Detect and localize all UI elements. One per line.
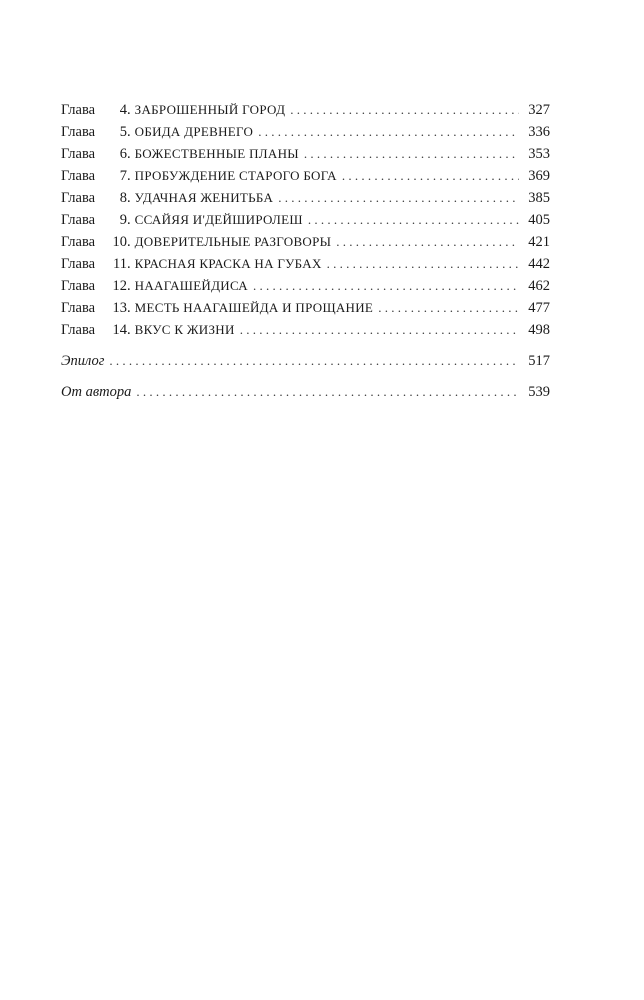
chapter-number: 10 <box>112 234 127 250</box>
chapter-number: 14 <box>112 322 127 338</box>
dot-leader <box>336 231 519 253</box>
chapter-title: ССАЙЯЯ И'ДЕЙШИРОЛЕШ <box>134 212 303 227</box>
chapter-title: КРАСНАЯ КРАСКА НА ГУБАХ <box>134 256 322 271</box>
dot-leader <box>253 275 519 297</box>
page-number: 462 <box>528 278 550 294</box>
dot-leader <box>258 121 519 143</box>
toc-row-chapter-5[interactable]: Глава 5 . ОБИДА ДРЕВНЕГО . . . 336 <box>61 121 550 143</box>
chapter-prefix: Глава <box>61 146 96 162</box>
page-number: 327 <box>528 102 550 118</box>
dot-leader <box>378 297 519 319</box>
toc-row-author-note[interactable] <box>61 381 550 403</box>
chapter-title: ЗАБРОШЕННЫЙ ГОРОД <box>134 102 286 117</box>
toc-row-chapter-4[interactable]: Глава 4 . ЗАБРОШЕННЫЙ ГОРОД . . . 327 <box>61 99 550 121</box>
author-note-title: От автора <box>61 384 132 400</box>
chapter-prefix: Глава <box>61 212 96 228</box>
dot-leader <box>136 381 519 403</box>
chapter-title: ДОВЕРИТЕЛЬНЫЕ РАЗГОВОРЫ <box>134 234 332 249</box>
chapter-prefix: Глава <box>61 102 96 118</box>
chapter-prefix: Глава <box>61 322 96 338</box>
chapter-prefix: Глава <box>61 256 96 272</box>
dot-leader <box>278 187 519 209</box>
chapter-prefix: Глава <box>61 190 96 206</box>
chapter-prefix: Глава <box>61 234 96 250</box>
toc-row-chapter-14[interactable]: Глава 14 . ВКУС К ЖИЗНИ . . . 498 <box>61 319 550 341</box>
page-number: 442 <box>528 256 550 272</box>
chapter-prefix: Глава <box>61 300 96 316</box>
chapter-number: 8 <box>119 190 127 206</box>
chapter-title: БОЖЕСТВЕННЫЕ ПЛАНЫ <box>134 146 299 161</box>
epilogue-title: Эпилог <box>61 353 105 369</box>
chapter-prefix: Глава <box>61 168 96 184</box>
chapter-number: 13 <box>112 300 127 316</box>
toc-row-chapter-11[interactable]: Глава 11 . КРАСНАЯ КРАСКА НА ГУБАХ . . . 442 <box>61 253 550 275</box>
chapter-number: 11 <box>113 256 127 272</box>
dot-leader <box>109 350 519 372</box>
toc-row-chapter-12[interactable]: Глава 12 . НААГАШЕЙДИСА . . . 462 <box>61 275 550 297</box>
page-number: 336 <box>528 124 550 140</box>
chapter-title: НААГАШЕЙДИСА <box>134 278 248 293</box>
chapter-title: ПРОБУЖДЕНИЕ СТАРОГО БОГА <box>134 168 337 183</box>
page-number: 353 <box>528 146 550 162</box>
dot-leader <box>304 143 519 165</box>
chapter-number: 6 <box>119 146 127 162</box>
chapter-title: ОБИДА ДРЕВНЕГО <box>134 124 254 139</box>
page-number: 405 <box>528 212 550 228</box>
chapter-prefix: Глава <box>61 278 96 294</box>
chapter-title: УДАЧНАЯ ЖЕНИТЬБА <box>134 190 274 205</box>
toc-row-chapter-10[interactable]: Глава 10 . ДОВЕРИТЕЛЬНЫЕ РАЗГОВОРЫ . . . 421 <box>61 231 550 253</box>
page-number: 517 <box>528 353 550 369</box>
chapter-number: 12 <box>112 278 127 294</box>
chapter-prefix: Глава <box>61 124 96 140</box>
chapter-number: 4 <box>119 102 127 118</box>
chapter-title: ВКУС К ЖИЗНИ <box>134 322 235 337</box>
toc-row-chapter-7[interactable]: Глава 7 . ПРОБУЖДЕНИЕ СТАРОГО БОГА . . . 369 <box>61 165 550 187</box>
page-number: 539 <box>528 384 550 400</box>
page-number: 385 <box>528 190 550 206</box>
dot-leader <box>327 253 519 275</box>
table-of-contents <box>61 99 550 403</box>
chapter-title: МЕСТЬ НААГАШЕЙДА И ПРОЩАНИЕ <box>134 300 374 315</box>
page-number: 369 <box>528 168 550 184</box>
page-number: 421 <box>528 234 550 250</box>
page-number: 477 <box>528 300 550 316</box>
toc-row-epilogue[interactable] <box>61 350 550 372</box>
chapter-number: 7 <box>119 168 127 184</box>
dot-leader <box>290 99 519 121</box>
page-number: 498 <box>528 322 550 338</box>
toc-row-chapter-9[interactable]: Глава 9 . ССАЙЯЯ И'ДЕЙШИРОЛЕШ . . . 405 <box>61 209 550 231</box>
dot-leader <box>240 319 519 341</box>
toc-row-chapter-13[interactable]: Глава 13 . МЕСТЬ НААГАШЕЙДА И ПРОЩАНИЕ . . . 477 <box>61 297 550 319</box>
dot-leader <box>342 165 519 187</box>
chapter-number: 5 <box>119 124 127 140</box>
toc-row-chapter-8[interactable]: Глава 8 . УДАЧНАЯ ЖЕНИТЬБА . . . 385 <box>61 187 550 209</box>
chapter-number: 9 <box>119 212 127 228</box>
dot-leader <box>308 209 519 231</box>
toc-row-chapter-6[interactable]: Глава 6 . БОЖЕСТВЕННЫЕ ПЛАНЫ . . . 353 <box>61 143 550 165</box>
